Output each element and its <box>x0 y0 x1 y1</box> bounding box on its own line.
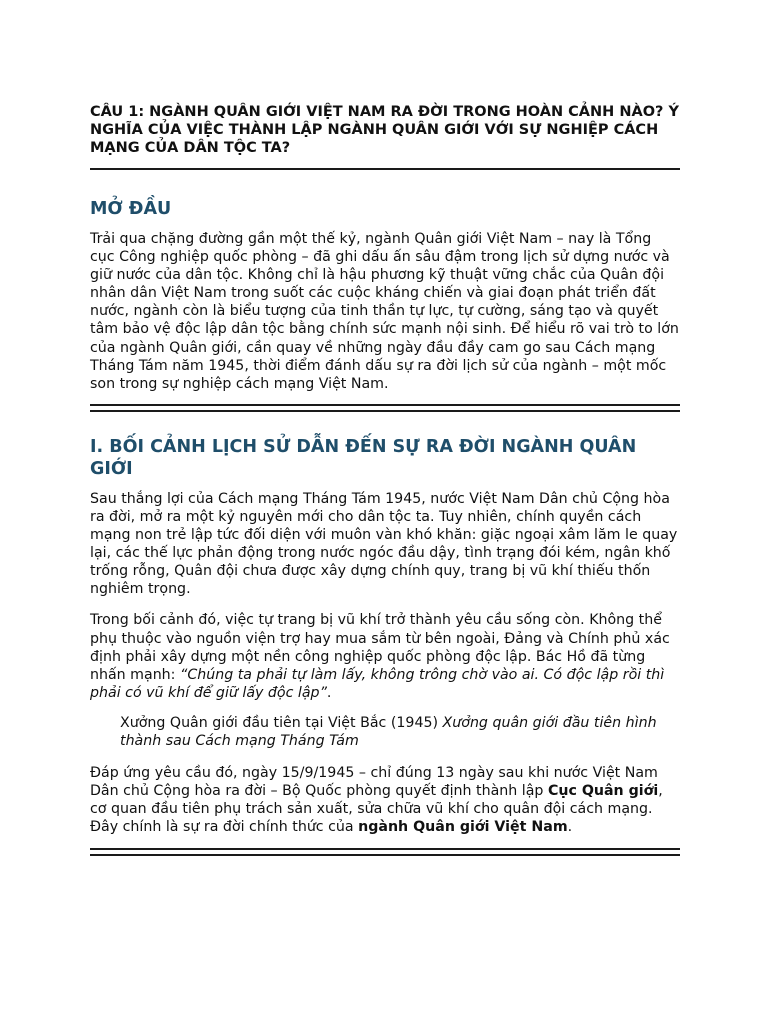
section1-paragraph-1: Sau thắng lợi của Cách mạng Tháng Tám 1945, nước Việt Nam Dân chủ Cộng hòa ra đời, mở ra một kỷ nguyên mới cho dân tộc ta. Tuy nhiên, chính quyền cách mạng non trẻ lập tức đối diện với muôn vàn khó khăn: giặc ngoại xâm lăm le quay lại, các thế lực phản động trong nước ngóc đầu dậy, tình trạng đói kém, ngân khố trống rỗng, Quân đội chưa được xây dựng chính quy, trang bị vũ khí thiếu thốn nghiêm trọng. <box>90 490 678 598</box>
section1-heading: I. BỐI CẢNH LỊCH SỬ DẪN ĐẾN SỰ RA ĐỜI NGÀNH QUÂN GIỚI <box>90 436 637 479</box>
caption-text: Xưởng Quân giới đầu tiên tại Việt Bắc (1945) <box>120 714 443 731</box>
paragraph-2-end: . <box>326 684 332 701</box>
paragraph-3-end: . <box>567 819 573 836</box>
image-caption <box>120 714 680 750</box>
nganh-quan-gioi-bold: ngành Quân giới Việt Nam <box>358 819 568 836</box>
ho-chi-minh-quote: “Chúng ta phải tự làm lấy, không trông chờ vào ai. Có độc lập rồi thì phải có vũ khí để giữ lấy độc lập” <box>90 666 665 701</box>
paragraph-3-part-2: , cơ quan đầu tiên phụ trách sản xuất, sửa chữa vũ khí cho quân đội cách mạng. Đây chính là sự ra đời chính thức của <box>90 783 663 836</box>
section-divider <box>90 404 680 412</box>
intro-heading: MỞ ĐẦU <box>90 199 172 219</box>
section1-paragraph-3 <box>90 764 680 836</box>
section1-paragraph-2 <box>90 611 680 701</box>
paragraph-2-text: Trong bối cảnh đó, việc tự trang bị vũ khí trở thành yêu cầu sống còn. Không thể phụ thuộc vào nguồn viện trợ hay mua sắm từ bên ngoài, Đảng và Chính phủ xác định phải xây dựng một nền công nghiệp quốc phòng độc lập. Bác Hồ đã từng nhấn mạnh: <box>90 612 670 683</box>
intro-paragraph: Trải qua chặng đường gần một thế kỷ, ngành Quân giới Việt Nam – nay là Tổng cục Công nghiệp quốc phòng – đã ghi dấu ấn sâu đậm trong lịch sử dựng nước và giữ nước của dân tộc. Không chỉ là hậu phương kỹ thuật vững chắc của Quân đội nhân dân Việt Nam trong suốt các cuộc kháng chiến và giai đoạn phát triển đất nước, ngành còn là biểu tượng của tinh thần tự lực, tự cường, sáng tạo và quyết tâm bảo vệ độc lập dân tộc bằng chính sức mạnh nội sinh. Để hiểu rõ vai trò to lớn của ngành Quân giới, cần quay về những ngày đầu đầy cam go sau Cách mạng Tháng Tám năm 1945, thời điểm đánh dấu sự ra đời lịch sử của ngành – một mốc son trong sự nghiệp cách mạng Việt Nam. <box>90 231 679 392</box>
caption-italic: Xưởng quân giới đầu tiên hình thành sau Cách mạng Tháng Tám <box>120 714 657 749</box>
paragraph-3-part-1: Đáp ứng yêu cầu đó, ngày 15/9/1945 – chỉ đúng 13 ngày sau khi nước Việt Nam Dân chủ Cộng hòa ra đời – Bộ Quốc phòng quyết định thành lập <box>90 765 658 800</box>
document-content <box>90 103 680 856</box>
question-title: CÂU 1: NGÀNH QUÂN GIỚI VIỆT NAM RA ĐỜI TRONG HOÀN CẢNH NÀO? Ý NGHĨA CỦA VIỆC THÀNH LẬP NGÀNH QUÂN GIỚI VỚI SỰ NGHIỆP CÁCH MẠNG CỦA DÂN TỘC TA? <box>90 103 680 170</box>
cuc-quan-gioi-bold: Cục Quân giới <box>547 783 659 800</box>
section-divider-bottom <box>90 848 680 856</box>
